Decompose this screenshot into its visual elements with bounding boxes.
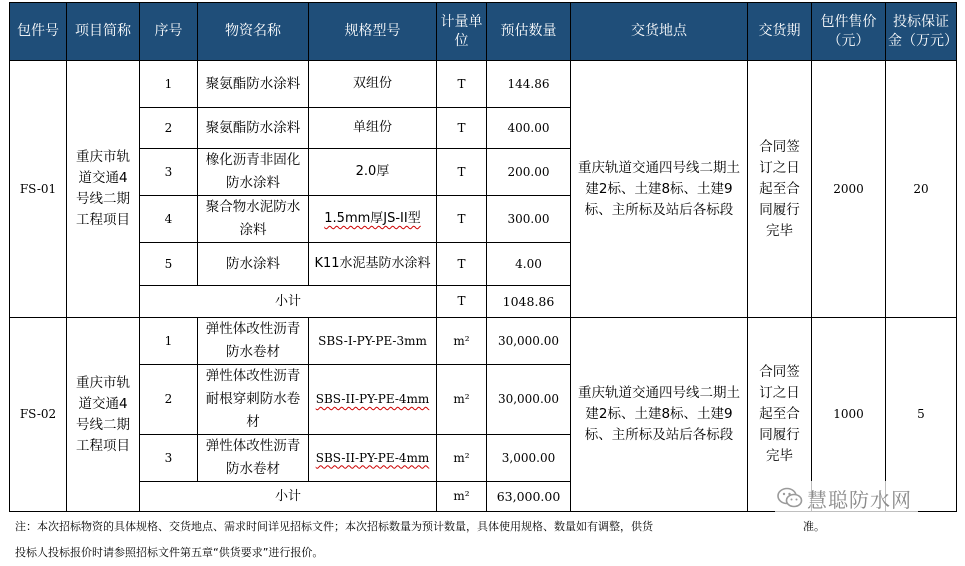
table-row [10,61,957,108]
item-spec: 双组份 [309,61,437,108]
subtotal-label: 小计 [140,286,437,318]
delivery-period: 合同签订之日起至合同履行完毕 [748,318,812,512]
delivery-place: 重庆轨道交通四号线二期土建2标、土建8标、土建9标、主所标及站后各标段 [571,61,748,318]
item-qty: 200.00 [487,149,571,196]
item-qty: 30,000.00 [487,318,571,365]
item-unit: T [437,243,487,286]
item-spec-text: SBS-II-PY-PE-4mm [315,392,430,406]
item-spec: SBS-I-PY-PE-3mm [309,318,437,365]
item-spec: 2.0厚 [309,149,437,196]
header-bid-deposit: 投标保证金（万元） [886,3,957,61]
item-unit: m² [437,318,487,365]
item-qty: 4.00 [487,243,571,286]
watermark [775,481,918,515]
item-spec [309,435,437,482]
item-spec-text: SBS-II-PY-PE-4mm [315,450,430,465]
item-seq: 3 [140,435,198,482]
header-seq: 序号 [140,3,198,61]
header-project-abbr: 项目简称 [67,3,140,61]
item-seq: 2 [140,108,198,149]
watermark-text: 慧聪防水网 [807,487,912,512]
item-qty: 144.86 [487,61,571,108]
delivery-place: 重庆轨道交通四号线二期土建2标、土建8标、土建9标、主所标及站后各标段 [571,318,748,512]
header-est-qty: 预估数量 [487,3,571,61]
item-qty: 400.00 [487,108,571,149]
item-unit: T [437,61,487,108]
item-seq: 2 [140,365,198,435]
package-price: 1000 [812,318,886,512]
note-line-1-text: 注：本次招标物资的具体规格、交货地点、需求时间详见招标文件；本次招标数量为预计数量，具体使用规格、数量如有调整，供货 [15,520,653,533]
item-seq: 4 [140,196,198,243]
item-name: 弹性体改性沥青防水卷材 [198,435,309,482]
subtotal-label: 小计 [140,482,437,512]
package-price: 2000 [812,61,886,318]
item-name: 聚合物水泥防水涂料 [198,196,309,243]
note-line-1-end: 准。 [803,520,825,533]
note-line-2: 投标人投标报价时请参照招标文件第五章“供货要求”进行报价。 [15,546,324,559]
tender-materials-table [9,2,957,512]
header-package-price: 包件售价（元） [812,3,886,61]
package-no: FS-02 [10,318,67,512]
header-delivery-period: 交货期 [748,3,812,61]
header-package-no: 包件号 [10,3,67,61]
subtotal-qty: 63,000.00 [487,482,571,512]
bid-deposit: 20 [886,61,957,318]
item-spec: K11水泥基防水涂料 [309,243,437,286]
item-unit: T [437,108,487,149]
item-unit: T [437,149,487,196]
item-seq: 1 [140,61,198,108]
subtotal-unit: m² [437,482,487,512]
item-spec [309,196,437,243]
item-name: 聚氨酯防水涂料 [198,61,309,108]
project-abbr: 重庆市轨道交通4号线二期工程项目 [67,318,140,512]
item-seq: 3 [140,149,198,196]
item-spec-text: 1.5mm厚JS-II型 [324,211,421,226]
table-notes [9,514,956,566]
item-unit: m² [437,435,487,482]
package-no: FS-01 [10,61,67,318]
header-material-name: 物资名称 [198,3,309,61]
item-name: 橡化沥青非固化防水涂料 [198,149,309,196]
item-name: 防水涂料 [198,243,309,286]
item-qty: 30,000.00 [487,365,571,435]
note-line-1 [15,514,956,540]
header-spec-model: 规格型号 [309,3,437,61]
delivery-period: 合同签订之日起至合同履行完毕 [748,61,812,318]
item-unit: m² [437,365,487,435]
item-qty: 300.00 [487,196,571,243]
bid-deposit: 5 [886,318,957,512]
item-name: 聚氨酯防水涂料 [198,108,309,149]
item-seq: 1 [140,318,198,365]
item-name: 弹性体改性沥青防水卷材 [198,318,309,365]
header-unit: 计量单位 [437,3,487,61]
subtotal-qty: 1048.86 [487,286,571,318]
item-qty: 3,000.00 [487,435,571,482]
item-name: 弹性体改性沥青耐根穿刺防水卷材 [198,365,309,435]
header-delivery-place: 交货地点 [571,3,748,61]
wechat-logo-icon [777,487,803,509]
item-unit: T [437,196,487,243]
item-seq: 5 [140,243,198,286]
table-row [10,318,957,365]
item-spec [309,365,437,435]
subtotal-unit: T [437,286,487,318]
table-header-row [10,3,957,61]
item-spec: 单组份 [309,108,437,149]
project-abbr: 重庆市轨道交通4号线二期工程项目 [67,61,140,318]
